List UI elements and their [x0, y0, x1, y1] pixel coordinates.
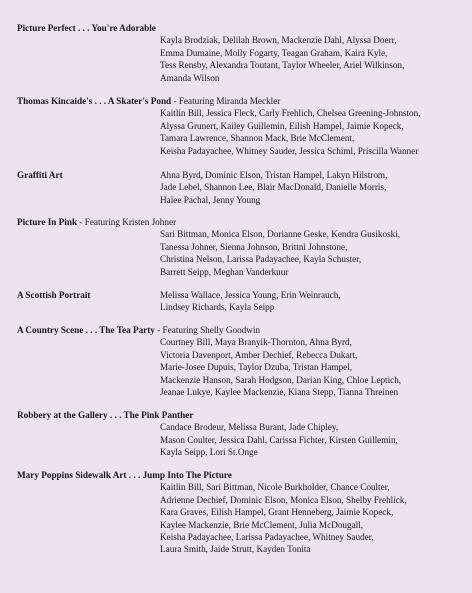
cast-list: [160, 107, 465, 157]
cast-line: Jeanae Lukye, Kaylee Mackenzie, Kiana Stepp, Tianna Threinen: [160, 387, 399, 398]
section-title-text: Robbery at the Gallery . . . The Pink Panther: [17, 410, 194, 420]
cast-list: [160, 169, 387, 206]
section-title-text: Thomas Kincaide's . . . A Skater's Pond: [17, 96, 172, 106]
cast-line: Halee Pachal, Jenny Young: [160, 194, 261, 205]
cast-line: Kara Graves, Eilish Hampel, Grant Henneberg, Jaimie Kopeck,: [160, 507, 394, 518]
cast-line: Keisha Padayachee, Larissa Padayachee, Whitney Sauder,: [160, 532, 374, 543]
program-section: [17, 289, 465, 314]
cast-line: Jade Lebel, Shannon Lee, Blair MacDonald, Danielle Morris,: [160, 182, 387, 193]
cast-line: Ahna Byrd, Dominic Elson, Tristan Hampel, Lakyn Hilstrom,: [160, 170, 388, 180]
featuring-text: - Featuring Kristen Johner: [77, 217, 177, 227]
cast-line: Courtney Bill, Maya Branyik-Thornton, Ahna Byrd,: [160, 337, 352, 348]
cast-line: Kayla Brodziak, Delilah Brown, Mackenzie Dahl, Alyssa Doerr,: [160, 35, 397, 46]
program-section: [17, 95, 465, 157]
cast-line: Christina Nelson, Larissa Padayachee, Kayla Schuster,: [160, 254, 362, 265]
cast-list: [160, 421, 465, 458]
section-title-text: Picture In Pink: [17, 217, 78, 227]
cast-line: Kaitlin Bill, Jessica Fleck, Carly Frehlich, Chelsea Greening-Johnston,: [160, 108, 421, 119]
section-title-text: Picture Perfect . . . You're Adorable: [17, 23, 156, 33]
featuring-text: - Featuring Shelly Goodwin: [154, 325, 261, 335]
cast-line: Emma Dumaine, Molly Fogarty, Teagan Graham, Kaira Kyle,: [160, 47, 388, 58]
cast-line: Melissa Wallace, Jessica Young, Erin Weinrauch,: [160, 290, 341, 300]
cast-line: Tanessa Johner, Sienna Johnson, Brittni Johnstone,: [160, 241, 348, 252]
program-section: [17, 469, 465, 556]
cast-line: Keisha Padayachee, Whitney Sauder, Jessica Schiml, Priscilla Wanner: [160, 145, 419, 156]
program-section: [17, 22, 465, 84]
cast-line: Victoria Davenport, Amber Dechief, Rebecca Dukart,: [160, 349, 358, 360]
section-title: [17, 169, 160, 206]
section-title-text: A Country Scene . . . The Tea Party: [17, 325, 155, 335]
section-title: [17, 469, 465, 481]
cast-line: Mason Coulter, Jessica Dahl, Carissa Fichter, Kirsten Guillemin,: [160, 434, 398, 445]
section-title-text: A Scottish Portrait: [17, 290, 91, 300]
cast-line: Kaitlin Bill, Sari Bittman, Nicole Burkholder, Chance Coulter,: [160, 482, 390, 493]
cast-list: [160, 34, 465, 84]
cast-line: Adrienne Dechief, Dominic Elson, Monica Elson, Shelby Frehlick,: [160, 494, 407, 505]
section-title-text: Graffiti Art: [17, 170, 63, 180]
section-title: [17, 95, 465, 107]
cast-line: Amanda Wilson: [160, 72, 220, 83]
program-section: [17, 324, 465, 398]
cast-line: Marie-Josee Dupuis, Taylor Dzuba, Tristan Hampel,: [160, 362, 353, 373]
cast-line: Candace Brodeur, Melissa Burant, Jade Chipley,: [160, 422, 339, 433]
program-section: [17, 169, 465, 206]
cast-line: Alyssa Grunert, Kailey Guillemin, Eilish Hampel, Jaimie Kopeck,: [160, 120, 404, 131]
cast-line: Mackenzie Hanson, Sarah Hodgson, Darian King, Chloe Leptich,: [160, 374, 402, 385]
section-title: [17, 409, 465, 421]
cast-list: [160, 481, 465, 555]
cast-line: Laura Smith, Jaide Strutt, Kayden Tonita: [160, 544, 311, 555]
cast-list: [160, 289, 341, 314]
section-title: [17, 22, 465, 34]
program-section: [17, 216, 465, 278]
program-section: [17, 409, 465, 459]
cast-line: Sari Bittman, Monica Elson, Dorianne Geske, Kendra Gusikoski,: [160, 229, 401, 240]
section-title: [17, 289, 160, 314]
section-title: [17, 324, 465, 336]
cast-line: Kaylee Mackenzie, Brie McClement, Julia McDougall,: [160, 519, 364, 530]
section-title-text: Mary Poppins Sidewalk Art . . . Jump Into The Picture: [17, 470, 232, 480]
cast-list: [160, 336, 465, 398]
cast-line: Tamara Lawrence, Shannon Mack, Brie McClement,: [160, 133, 355, 144]
cast-line: Barrett Seipp, Meghan Vanderkuur: [160, 266, 289, 277]
featuring-text: - Featuring Miranda Meckler: [171, 96, 281, 106]
cast-line: Kayla Seipp, Lori St.Onge: [160, 447, 258, 458]
cast-list: [160, 228, 465, 278]
cast-line: Tess Rensby, Alexandra Toutant, Taylor Wheeler, Ariel Wilkinson,: [160, 60, 405, 71]
section-title: [17, 216, 465, 228]
cast-line: Lindsey Richards, Kayla Seipp: [160, 302, 275, 313]
